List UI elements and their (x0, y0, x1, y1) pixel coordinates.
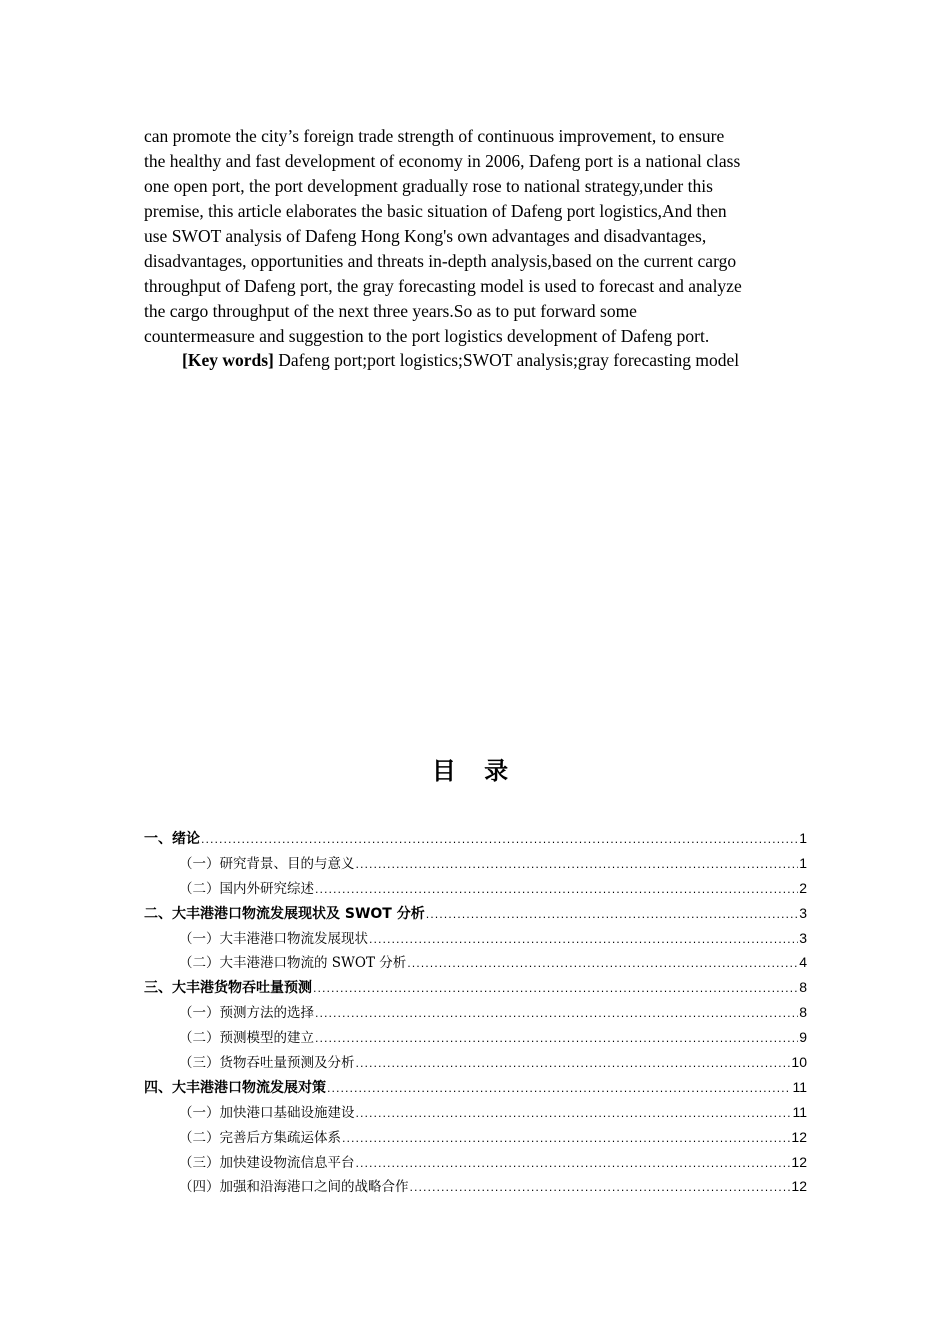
toc-page-number: 8 (799, 1004, 807, 1021)
toc-page-number: 12 (791, 1128, 807, 1145)
toc-entry-title: 一、绪论 (144, 831, 200, 847)
abstract-line: premise, this article elaborates the basic situation of Dafeng port logistics,And then (144, 201, 727, 221)
toc-dot-leader (315, 878, 798, 903)
toc-entry-title: （二）预测模型的建立 (179, 1030, 314, 1047)
toc-dot-leader (407, 952, 798, 977)
toc-entry-title: 三、大丰港货物吞吐量预测 (144, 980, 312, 997)
toc-dot-leader (356, 1152, 791, 1177)
toc-page-number: 9 (799, 1029, 807, 1046)
abstract-line: use SWOT analysis of Dafeng Hong Kong's own advantages and disadvantages, (144, 226, 707, 246)
toc-entry[interactable] (144, 851, 807, 876)
toc-entry[interactable] (144, 1075, 807, 1100)
toc-page-number: 3 (799, 904, 807, 921)
toc-entry[interactable] (144, 926, 807, 951)
toc-entry-title: （一）加快港口基础设施建设 (179, 1104, 355, 1121)
toc-page-number: 12 (791, 1153, 807, 1170)
toc-entry[interactable] (144, 1174, 807, 1199)
toc-dot-leader (327, 1077, 791, 1102)
abstract-line: throughput of Dafeng port, the gray forecasting model is used to forecast and analyze (144, 276, 742, 296)
toc-page-number: 3 (799, 929, 807, 946)
toc-page-number: 11 (792, 1078, 807, 1095)
toc-dot-leader (315, 1002, 798, 1027)
toc-page-number: 10 (791, 1054, 807, 1071)
toc-page-number: 4 (799, 954, 807, 971)
abstract-line: disadvantages, opportunities and threats in-depth analysis,based on the current cargo (144, 251, 737, 271)
toc-dot-leader (356, 853, 799, 878)
toc-dot-leader (356, 1052, 791, 1077)
keywords-line (182, 348, 739, 373)
toc-dot-leader (315, 1027, 798, 1052)
abstract-line: can promote the city’s foreign trade strength of continuous improvement, to ensure (144, 126, 725, 146)
toc-entry[interactable] (144, 901, 807, 926)
toc-page-number: 2 (799, 879, 807, 896)
toc-entry-title: （三）加快建设物流信息平台 (179, 1154, 355, 1171)
toc-page-number: 11 (792, 1103, 807, 1120)
toc-entry[interactable] (144, 975, 807, 1000)
toc-entry-title: （一）预测方法的选择 (179, 1005, 314, 1022)
toc-entry[interactable] (144, 1150, 807, 1175)
toc-entry[interactable] (144, 1000, 807, 1025)
toc-page-number: 12 (791, 1178, 807, 1195)
toc-entry-title: （二）大丰港港口物流的 SWOT 分析 (179, 955, 407, 972)
toc-entry-title: （四）加强和沿海港口之间的战略合作 (179, 1179, 409, 1196)
abstract-line: countermeasure and suggestion to the port logistics development of Dafeng port. (144, 326, 710, 346)
toc-entry-title: （一）研究背景、目的与意义 (179, 855, 355, 872)
toc-dot-leader (356, 1102, 792, 1127)
keywords-text: Dafeng port;port logistics;SWOT analysis;gray forecasting model (273, 350, 740, 370)
abstract-paragraph (144, 124, 806, 349)
toc-dot-leader (201, 828, 798, 853)
toc-dot-leader (410, 1176, 791, 1201)
toc-dot-leader (426, 903, 798, 928)
toc-page-number: 1 (799, 854, 807, 871)
toc-dot-leader (313, 977, 798, 1002)
toc-entry-title: 四、大丰港港口物流发展对策 (144, 1079, 326, 1096)
toc-dot-leader (369, 928, 798, 953)
toc-page-number: 1 (799, 830, 807, 846)
toc-page-number: 8 (799, 979, 807, 996)
toc-entry-title: （三）货物吞吐量预测及分析 (179, 1055, 355, 1072)
keywords-label: [Key words] (182, 350, 274, 370)
toc-entry[interactable] (144, 1100, 807, 1125)
toc-entry[interactable] (144, 826, 807, 851)
toc-entry-title: 二、大丰港港口物流发展现状及 SWOT 分析 (144, 905, 425, 922)
toc-entry[interactable] (144, 1025, 807, 1050)
toc-entry[interactable] (144, 950, 807, 975)
toc-entry[interactable] (144, 876, 807, 901)
toc-entry-title: （一）大丰港港口物流发展现状 (179, 930, 368, 947)
abstract-line: one open port, the port development gradually rose to national strategy,under this (144, 176, 713, 196)
toc-entry[interactable] (144, 1125, 807, 1150)
table-of-contents (144, 826, 807, 1199)
abstract-line: the healthy and fast development of economy in 2006, Dafeng port is a national class (144, 151, 741, 171)
toc-entry[interactable] (144, 1050, 807, 1075)
toc-title: 目 录 (431, 757, 519, 785)
toc-entry-title: （二）国内外研究综述 (179, 880, 314, 897)
toc-entry-title: （二）完善后方集疏运体系 (179, 1129, 341, 1146)
abstract-line: the cargo throughput of the next three years.So as to put forward some (144, 301, 637, 321)
toc-dot-leader (342, 1127, 790, 1152)
